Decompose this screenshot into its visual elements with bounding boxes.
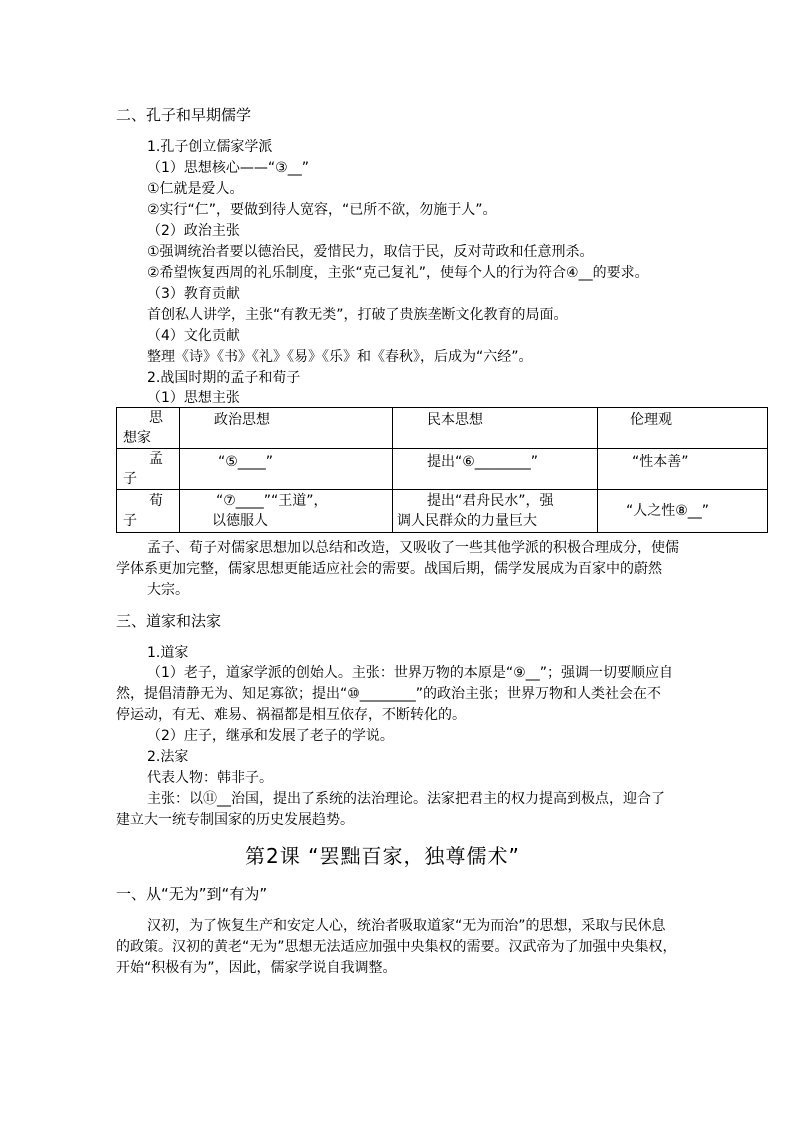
section-2-heading: 二、孔子和早期儒学 xyxy=(116,106,252,124)
thinker-name-cell xyxy=(117,490,180,533)
paragraph: 的政策。汉初的黄老“无为”思想无法适应加强中央集权的需要。汉武帝为了加强中央集权， xyxy=(116,939,677,955)
point-heading: （1）思想主张 xyxy=(147,390,240,406)
political-thought-cell: “⑤____” xyxy=(180,449,393,490)
cell-line: 以德服人 xyxy=(212,513,268,529)
paragraph: ②实行“仁”，要做到待人宽容，“已所不欲，勿施于人”。 xyxy=(147,202,497,218)
people-thought-cell xyxy=(393,490,598,533)
subsection-heading: 2.法家 xyxy=(147,749,189,765)
table-row xyxy=(117,490,768,533)
table-header-row xyxy=(117,408,768,449)
paragraph: 孟子、荀子对儒家思想加以总结和改造，又吸收了一些其他学派的积极合理成分，使儒 xyxy=(147,540,679,556)
cell-line: 提出“君舟民水”，强 xyxy=(427,493,554,509)
paragraph: 建立大一统专制国家的历史发展趋势。 xyxy=(116,812,354,828)
paragraph: ①仁就是爱人。 xyxy=(147,181,244,197)
paragraph: 学体系更加完整，儒家思想更能适应社会的需要。战国后期，儒学发展成为百家中的蔚然 xyxy=(116,561,662,577)
point-heading: （2）政治主张 xyxy=(147,223,240,239)
section-3-heading: 三、道家和法家 xyxy=(116,612,222,630)
thinker-name-cell xyxy=(117,449,180,490)
ethics-cell: “人之性⑧__” xyxy=(598,490,768,533)
cell-line: “⑦____”“王道”， xyxy=(216,493,328,509)
corner-label-top: 思 xyxy=(149,410,163,426)
lesson-section-heading: 一、从“无为”到“有为” xyxy=(116,885,268,903)
subsection-heading: 1.孔子创立儒家学派 xyxy=(147,139,273,155)
paragraph: （1）老子，道家学派的创始人。主张：世界万物的本原是“⑨__”；强调一切要顺应自 xyxy=(147,665,673,681)
point-heading: （1）思想核心——“③__” xyxy=(147,160,309,176)
cell-line: 调人民群众的力量巨大 xyxy=(397,513,537,529)
column-header: 伦理观 xyxy=(598,408,768,449)
paragraph: 停运动，有无、难易、祸福都是相互依存，不断转化的。 xyxy=(116,707,466,723)
thinkers-table xyxy=(116,407,768,533)
point-heading: （3）教育贡献 xyxy=(147,286,240,302)
column-header: 政治思想 xyxy=(180,408,393,449)
paragraph: 整理《诗》《书》《礼》《易》《乐》和《春秋》，后成为“六经”。 xyxy=(147,349,533,365)
paragraph: 大宗。 xyxy=(147,582,189,598)
thinker-name-bottom: 子 xyxy=(123,513,137,529)
paragraph: 首创私人讲学，主张“有教无类”，打破了贵族垄断文化教育的局面。 xyxy=(147,307,568,323)
thinker-name-top: 孟 xyxy=(149,451,163,467)
table-row xyxy=(117,449,768,490)
subsection-heading: 1.道家 xyxy=(147,645,189,661)
thinker-name-top: 荀 xyxy=(149,493,163,509)
paragraph: 代表人物：韩非子。 xyxy=(147,770,273,786)
paragraph: ②希望恢复西周的礼乐制度，主张“克己复礼”，使每个人的行为符合④__的要求。 xyxy=(147,265,649,281)
paragraph: （2）庄子，继承和发展了老子的学说。 xyxy=(147,728,394,744)
paragraph: 开始“积极有为”，因此，儒家学说自我调整。 xyxy=(116,960,397,976)
paragraph: 汉初，为了恢复生产和安定人心，统治者吸取道家“无为而治”的思想，采取与民休息 xyxy=(147,918,666,934)
table-corner-cell xyxy=(117,408,180,449)
paragraph: 主张：以⑪__治国，提出了系统的法治理论。法家把君主的权力提高到极点，迎合了 xyxy=(147,791,665,807)
people-thought-cell: 提出“⑥________” xyxy=(393,449,598,490)
lesson-title: 第2课 “罢黜百家，独尊儒术” xyxy=(245,844,520,868)
point-heading: （4）文化贡献 xyxy=(147,328,240,344)
subsection-heading: 2.战国时期的孟子和荀子 xyxy=(147,370,301,386)
thinker-name-bottom: 子 xyxy=(123,471,137,487)
ethics-cell: “性本善” xyxy=(598,449,768,490)
corner-label-bottom: 想家 xyxy=(123,430,151,446)
column-header: 民本思想 xyxy=(393,408,598,449)
political-thought-cell xyxy=(180,490,393,533)
paragraph: 然，提倡清静无为、知足寡欲；提出“⑩________”的政治主张；世界万物和人类社会在不 xyxy=(116,686,662,702)
paragraph: ①强调统治者要以德治民，爱惜民力，取信于民，反对苛政和任意刑杀。 xyxy=(147,244,594,260)
